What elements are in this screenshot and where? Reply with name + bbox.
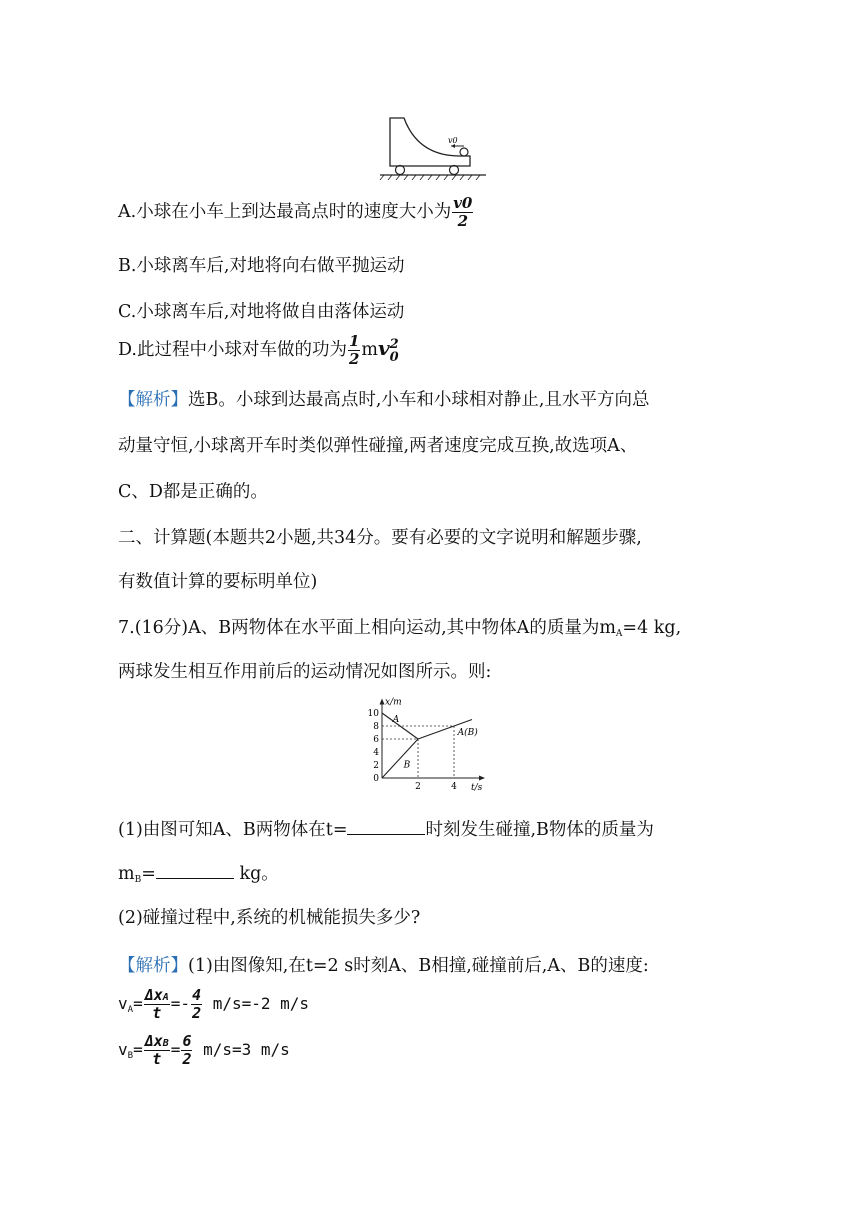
y-tick-label: 2 bbox=[373, 761, 379, 771]
question-7-part-1: (1)由图可知A、B两物体在t= 时刻发生碰撞,B物体的质量为 bbox=[118, 820, 654, 840]
question-7-part-1-cont: $m_B=$ kg。 bbox=[118, 864, 279, 885]
analysis-tag: 【解析】 bbox=[118, 956, 188, 976]
analysis-2-line-1: 【解析】(1)由图像知,在t=2 s时刻A、B相撞,碰撞前后,A、B的速度: bbox=[118, 956, 649, 976]
x-t-graph bbox=[360, 688, 483, 796]
x-tick-label: 2 bbox=[415, 782, 421, 792]
option-d: D.此过程中小球对车做的功为 $\frac{1}{2}$ mv 2 0 bbox=[118, 332, 399, 368]
y-tick-label: 4 bbox=[373, 748, 379, 758]
option-b: B.小球离车后,对地将向右做平抛运动 bbox=[118, 256, 405, 276]
x-axis-label: t/s bbox=[471, 783, 483, 793]
x-axis-arrow bbox=[479, 776, 485, 781]
fraction-half: $\frac{1}{2}$ bbox=[348, 332, 360, 368]
section-2-heading-cont: 有数值计算的要标明单位) bbox=[118, 572, 318, 592]
option-a: A.小球在小车上到达最高点时的速度大小为 $\frac{v0}{2}$ bbox=[118, 194, 473, 230]
answer-blank-time[interactable] bbox=[347, 818, 425, 835]
velocity-b-formula: $v_B=$ $\frac{\text{ΔxB}}{t}$ = $\frac{6}{2}$ m/s=3 m/s bbox=[118, 1032, 290, 1068]
series-label-b: B bbox=[403, 760, 411, 771]
question-7-line-2: 两球发生相互作用前后的运动情况如图所示。则: bbox=[118, 662, 492, 682]
question-7-part-2: (2)碰撞过程中,系统的机械能损失多少? bbox=[118, 908, 421, 928]
analysis-1-line-3: C、D都是正确的。 bbox=[118, 482, 268, 502]
analysis-tag: 【解析】 bbox=[118, 390, 188, 410]
answer-blank-mass[interactable] bbox=[156, 862, 234, 879]
analysis-1-line-2: 动量守恒,小球离开车时类似弹性碰撞,两者速度完成互换,故选项A、 bbox=[118, 436, 638, 456]
cart-track-figure bbox=[378, 112, 490, 184]
fraction-v0-over-2: $\frac{v0}{2}$ bbox=[453, 194, 473, 230]
section-2-heading: 二、计算题(本题共2小题,共34分。要有必要的文字说明和解题步骤, bbox=[118, 528, 642, 548]
y-tick-label: 6 bbox=[373, 735, 379, 745]
ball bbox=[460, 148, 468, 156]
y-axis-arrow bbox=[380, 699, 385, 705]
x-tick-label: 4 bbox=[451, 782, 457, 792]
y-tick-label: 10 bbox=[367, 709, 379, 719]
y-tick-label: 0 bbox=[373, 774, 379, 784]
analysis-1-line-1: 【解析】选B。小球到达最高点时,小车和小球相对静止,且水平方向总 bbox=[118, 390, 650, 410]
velocity-a-formula: $v_A=$ $\frac{\text{ΔxA}}{t}$ =- $\frac{4}{2}$ m/s=-2 m/s bbox=[118, 986, 310, 1022]
series-line bbox=[382, 739, 418, 778]
velocity-label: v0 bbox=[448, 136, 458, 145]
option-c: C.小球离车后,对地将做自由落体运动 bbox=[118, 302, 405, 322]
series-label-ab: A(B) bbox=[457, 728, 478, 739]
series-label-a: A bbox=[392, 715, 400, 726]
y-axis-label: x/m bbox=[385, 697, 402, 708]
question-7-line-1: 7.(16分)A、B两物体在水平面上相向运动,其中物体A的质量为$m_A=4$ kg, bbox=[118, 618, 682, 639]
y-tick-label: 8 bbox=[373, 722, 379, 732]
